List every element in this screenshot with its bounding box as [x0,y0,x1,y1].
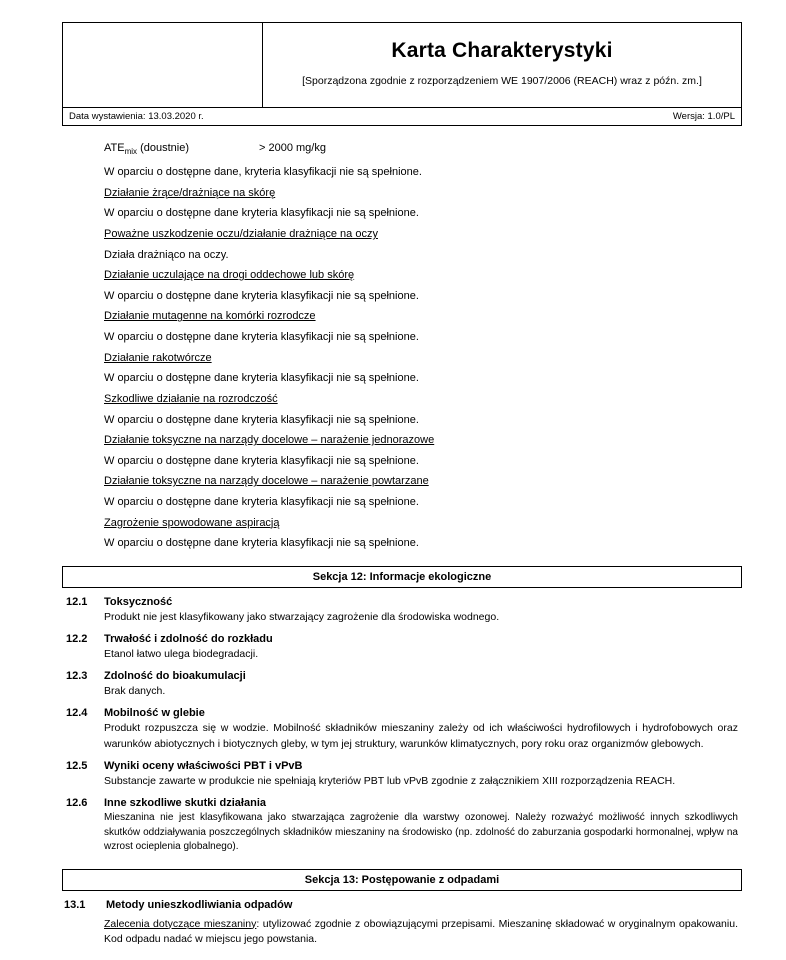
section-13-header: Sekcja 13: Postępowanie z odpadami [62,869,742,891]
item-number: 12.4 [66,707,88,720]
item-number: 12.3 [66,670,88,683]
item-heading [62,899,742,911]
item-heading [62,633,742,645]
section-item [62,670,742,699]
recommendation-label: Zalecenia dotyczące mieszaniny [104,917,257,930]
item-heading [62,596,742,608]
tox-line: W oparciu o dostępne dane kryteria klasyfikacji nie są spełnione. [104,537,419,550]
tox-line: Działanie toksyczne na narządy docelowe – narażenie powtarzane [104,475,429,488]
item-heading [62,670,742,682]
header-subtitle: [Sporządzona zgodnie z rozporządzeniem WE 1907/2006 (REACH) wraz z późn. zm.] [302,75,702,87]
item-title: Mobilność w glebie [104,707,205,720]
tox-line: W oparciu o dostępne dane kryteria klasyfikacji nie są spełnione. [104,495,419,508]
tox-line: Działanie mutagenne na komórki rozrodcze [104,310,316,323]
item-body: Substancje zawarte w produkcie nie spełniają kryteriów PBT lub vPvB zgodnie z załącznikiem XIII rozporządzenia REACH. [104,774,676,787]
ate-row [62,142,742,156]
item-title: Inne szkodliwe skutki działania [104,797,266,810]
item-heading [62,707,742,719]
item-number: 12.6 [66,797,88,810]
item-number: 13.1 [64,898,86,911]
logo-cell [63,23,263,107]
tox-line: W oparciu o dostępne dane kryteria klasyfikacji nie są spełnione. [104,454,419,467]
ate-label: $ATE_{mix}$ (doustnie) [104,142,190,157]
item-title: Metody unieszkodliwiania odpadów [106,898,293,911]
tox-line: Działanie rakotwórcze [104,351,212,364]
tox-line: W oparciu o dostępne dane kryteria klasyfikacji nie są spełnione. [104,372,419,385]
item-number: 12.1 [66,595,88,608]
section-item [62,633,742,662]
tox-line: Działanie toksyczne na narządy docelowe – narażenie jednorazowe [104,434,435,447]
item-body: Produkt rozpuszcza się w wodzie. Mobilność składników mieszaniny zależy od ich właściwości hydrofilowych i hydrofobowych oraz warunków abiotycznych i biotycznych gleby, w tym jej struktury, warunków klimatycznych, pory roku oraz organizmów glebowych. [104,722,738,750]
item-body [62,917,742,949]
tox-line: Zagrożenie spowodowane aspiracją [104,516,280,529]
tox-line: Działanie żrące/drażniące na skórę [104,186,276,199]
item-number: 12.2 [66,632,88,645]
item-title: Zdolność do bioakumulacji [104,670,246,683]
item-title: Trwałość i zdolność do rozkładu [104,632,273,645]
tox-line: W oparciu o dostępne dane kryteria klasyfikacji nie są spełnione. [104,207,419,220]
item-number: 12.5 [66,759,88,772]
company-logo [77,53,247,89]
header-main-row [63,23,741,107]
item-body: Produkt nie jest klasyfikowany jako stwarzający zagrożenie dla środowiska wodnego. [104,610,500,623]
version-label: Wersja: 1.0/PL [672,111,735,122]
tox-line: W oparciu o dostępne dane kryteria klasyfikacji nie są spełnione. [104,289,419,302]
recommendation-text: : utylizować zgodnie z obowiązującymi przepisami. Mieszaninę składować w oryginalnym opakowaniu. Kod odpadu nadać w miejscu jego powstania. [104,917,738,946]
section-item [62,596,742,625]
header-meta-row [63,107,741,125]
section-12-header: Sekcja 12: Informacje ekologiczne [62,566,742,588]
item-heading [62,797,742,809]
tox-line: Działa drażniąco na oczy. [104,248,229,261]
item-title: Toksyczność [104,595,173,608]
tox-line: W oparciu o dostępne dane, kryteria klasyfikacji nie są spełnione. [104,166,422,179]
tox-line: Szkodliwe działanie na rozrodczość [104,392,278,405]
item-heading [62,760,742,772]
item-body: Mieszanina nie jest klasyfikowana jako stwarzająca zagrożenie dla warstwy ozonowej. Należy rozważyć możliwość innych szkodliwych skutków oddziaływania poszczególnych składników mieszaniny na środowisko (np. zdolność do zaburzania gospodarki hormonalnej, wpływ na wzrost ocieplenia globalnego). [104,812,738,853]
item-body: Etanol łatwo ulega biodegradacji. [104,647,259,660]
tox-line: W oparciu o dostępne dane kryteria klasyfikacji nie są spełnione. [104,413,419,426]
tox-line: Działanie uczulające na drogi oddechowe lub skórę [104,269,355,282]
ate-value: > 2000 mg/kg [259,142,326,154]
page-title: Karta Charakterystyki [391,39,613,62]
section-item [62,707,742,751]
item-title: Wyniki oceny właściwości PBT i vPvB [104,759,303,772]
tox-line: W oparciu o dostępne dane kryteria klasyfikacji nie są spełnione. [104,331,419,344]
document-header [62,22,742,126]
section-item [62,760,742,789]
item-body: Brak danych. [104,685,166,698]
tox-line: Poważne uszkodzenie oczu/działanie drażniące na oczy [104,228,378,241]
toxicology-block [62,165,742,552]
document-content [62,142,742,948]
issue-date: Data wystawienia: 13.03.2020 r. [69,111,204,122]
section-item [62,797,742,855]
header-title-cell [263,23,741,107]
